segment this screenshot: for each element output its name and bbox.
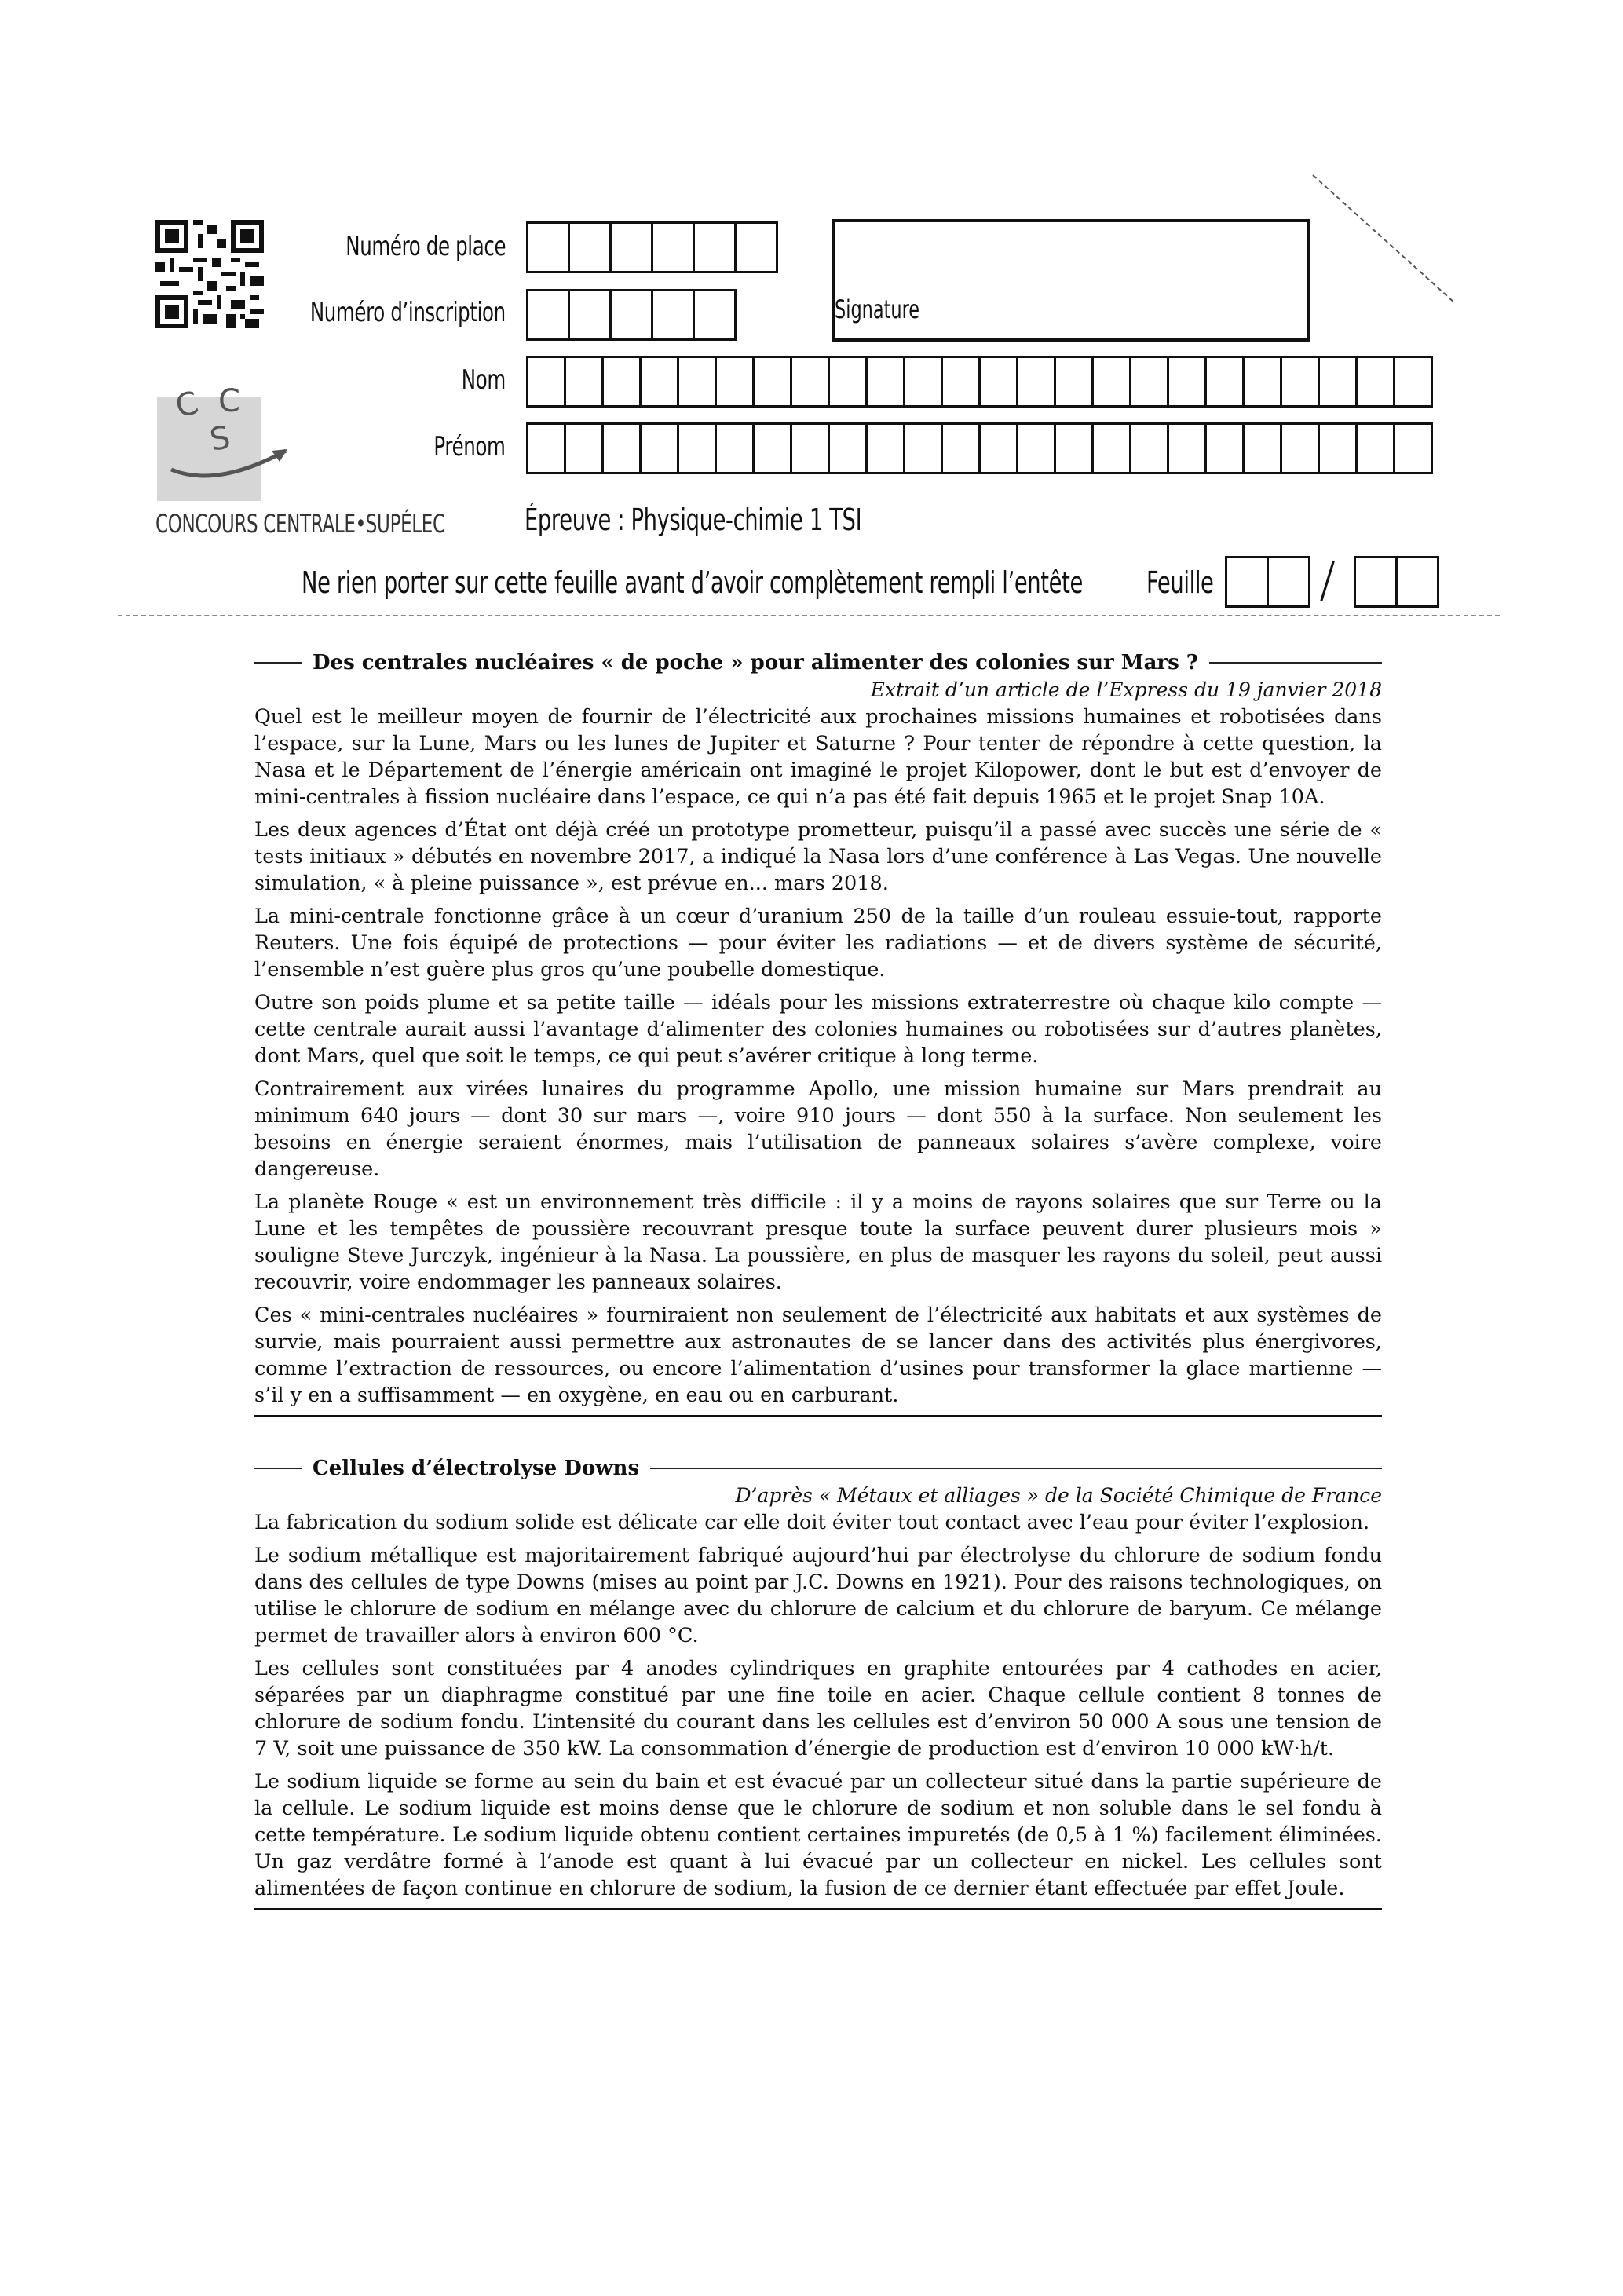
digit-box[interactable]: [651, 221, 695, 273]
letter-box[interactable]: [1054, 356, 1094, 408]
digit-box[interactable]: [526, 221, 570, 273]
letter-box[interactable]: [526, 422, 566, 474]
letter-box[interactable]: [828, 422, 868, 474]
letter-box[interactable]: [1355, 356, 1395, 408]
letter-box[interactable]: [1280, 422, 1320, 474]
article-end-rule: [254, 1908, 1382, 1910]
letter-box[interactable]: [677, 356, 717, 408]
nom-input[interactable]: [526, 356, 1431, 408]
letter-box[interactable]: [1242, 356, 1282, 408]
letter-box[interactable]: [1393, 356, 1433, 408]
article-title-text: Des centrales nucléaires « de poche » pour alimenter des colonies sur Mars ?: [313, 651, 1199, 675]
letter-box[interactable]: [790, 422, 830, 474]
letter-box[interactable]: [601, 422, 642, 474]
digit-box[interactable]: [526, 289, 570, 341]
letter-box[interactable]: [1167, 422, 1207, 474]
qr-code-icon: [155, 220, 264, 328]
letter-box[interactable]: [1318, 422, 1358, 474]
letter-box[interactable]: [715, 356, 755, 408]
letter-box[interactable]: [1393, 422, 1433, 474]
letter-box[interactable]: [790, 356, 830, 408]
digit-box[interactable]: [734, 221, 778, 273]
letter-box[interactable]: [715, 422, 755, 474]
prenom-input[interactable]: [526, 422, 1431, 474]
digit-box[interactable]: [609, 221, 653, 273]
signature-label: Signature: [835, 294, 920, 324]
logo-letter-c2: C: [218, 383, 240, 419]
article-downs: [254, 1454, 1382, 1910]
nom-label: Nom: [461, 364, 506, 396]
article-end-rule: [254, 1415, 1382, 1417]
prenom-label: Prénom: [433, 431, 506, 462]
article-source: Extrait d’un article de l’Express du 19 janvier 2018: [870, 678, 1382, 701]
epreuve-label: Épreuve : Physique-chimie 1 TSI: [525, 503, 862, 537]
letter-box[interactable]: [1129, 422, 1169, 474]
paragraph: Outre son poids plume et sa petite taille — idéals pour les missions extraterrestre où chaque kilo compte — cette centrale aurait aussi l’avantage d’alimenter des colonies humaines ou robotisées sur d’autres planètes, dont Mars, quel que soit le temps, ce qui peut s’avérer critique à long terme.: [254, 991, 1382, 1068]
paragraph: Les cellules sont constituées par 4 anodes cylindriques en graphite entourées par 4 cathodes en acier, séparées par un diaphragme constitué par une fine toile en acier. Chaque cellule contient 8 tonnes de chlorure de sodium fondu. L’intensité du courant dans les cellules est d’environ 50 000 A sous une tension de 7 V, soit une puissance de 350 kW. La consommation d’énergie de production est d’environ 10 000 kW·h/t.: [254, 1657, 1382, 1760]
letter-box[interactable]: [752, 356, 792, 408]
letter-box[interactable]: [941, 356, 981, 408]
paragraph: La mini-centrale fonctionne grâce à un cœur d’uranium 250 de la taille d’un rouleau essuie-tout, rapporte Reuters. Une fois équipé de protections — pour éviter les radiations — et de divers système de sécurité, l’ensemble n’est guère plus gros qu’une poubelle domestique.: [254, 905, 1382, 982]
letter-box[interactable]: [865, 356, 905, 408]
letter-box[interactable]: [1204, 356, 1245, 408]
concours-label: CONCOURS CENTRALE•SUPÉLEC: [155, 509, 445, 539]
letter-box[interactable]: [677, 422, 717, 474]
corner-cut-line: [1312, 174, 1453, 302]
letter-box[interactable]: [1242, 422, 1282, 474]
letter-box[interactable]: [978, 356, 1018, 408]
letter-box[interactable]: [526, 356, 566, 408]
feuille-total-input[interactable]: [1354, 556, 1437, 608]
letter-box[interactable]: [1355, 422, 1395, 474]
letter-box[interactable]: [903, 356, 943, 408]
feuille-number-input[interactable]: [1225, 556, 1308, 608]
digit-box[interactable]: [609, 289, 653, 341]
digit-box[interactable]: [568, 289, 612, 341]
ccs-logo: [154, 369, 295, 503]
title-rule-right: [1209, 662, 1382, 664]
digit-box[interactable]: [568, 221, 612, 273]
digit-box[interactable]: [1267, 556, 1310, 608]
letter-box[interactable]: [1167, 356, 1207, 408]
title-rule-left: [254, 1468, 302, 1469]
article-title: [254, 649, 1382, 677]
numero-place-input[interactable]: [526, 221, 776, 273]
title-rule-left: [254, 662, 302, 664]
paragraph: Le sodium métallique est majoritairement fabriqué aujourd’hui par électrolyse du chlorure de sodium fondu dans des cellules de type Downs (mises au point par J.C. Downs en 1921). Pour des raisons technologiques, on utilise le chlorure de sodium en mélange avec du chlorure de calcium et du chlorure de baryum. Ce mélange permet de travailler alors à environ 600 °C.: [254, 1544, 1382, 1647]
digit-box[interactable]: [1225, 556, 1269, 608]
cut-line: [118, 615, 1500, 616]
digit-box[interactable]: [1395, 556, 1439, 608]
instruction-text: Ne rien porter sur cette feuille avant d’avoir complètement rempli l’entête: [302, 565, 1083, 600]
feuille-separator: /: [1319, 551, 1336, 609]
paragraph: Les deux agences d’État ont déjà créé un prototype prometteur, puisqu’il a passé avec succès une série de « tests initiaux » débutés en novembre 2017, a indiqué la Nasa lors d’une conférence à Las Vegas. Une nouvelle simulation, « à pleine puissance », est prévue en... mars 2018.: [254, 818, 1382, 895]
letter-box[interactable]: [639, 422, 679, 474]
digit-box[interactable]: [693, 221, 737, 273]
letter-box[interactable]: [1054, 422, 1094, 474]
article-nuclear: [254, 649, 1382, 1417]
article-title: [254, 1454, 1382, 1483]
letter-box[interactable]: [752, 422, 792, 474]
letter-box[interactable]: [1091, 422, 1131, 474]
digit-box[interactable]: [1354, 556, 1398, 608]
letter-box[interactable]: [1016, 422, 1056, 474]
letter-box[interactable]: [941, 422, 981, 474]
article-source: D’après « Métaux et alliages » de la Société Chimique de France: [735, 1484, 1382, 1507]
letter-box[interactable]: [1280, 356, 1320, 408]
paragraph: Ces « mini-centrales nucléaires » fourniraient non seulement de l’électricité aux habitats et aux systèmes de survie, mais pourraient aussi permettre aux astronautes de se lancer dans des activités plus énergivores, comme l’extraction de ressources, ou encore l’alimentation d’usines pour transformer la glace martienne — s’il y en a suffisamment — en oxygène, en eau ou en carburant.: [254, 1303, 1382, 1407]
letter-box[interactable]: [1129, 356, 1169, 408]
letter-box[interactable]: [601, 356, 642, 408]
feuille-label: Feuille: [1146, 565, 1214, 600]
letter-box[interactable]: [639, 356, 679, 408]
letter-box[interactable]: [564, 422, 604, 474]
digit-box[interactable]: [651, 289, 695, 341]
digit-box[interactable]: [693, 289, 737, 341]
letter-box[interactable]: [1091, 356, 1131, 408]
paragraph: La planète Rouge « est un environnement très difficile : il y a moins de rayons solaires que sur Terre ou la Lune et les tempêtes de poussière recouvrant presque toute la surface peuvent durer plusieurs mois » souligne Steve Jurczyk, ingénieur à la Nasa. La poussière, en plus de masquer les rayons du soleil, peut aussi recouvrir, voire endommager les panneaux solaires.: [254, 1190, 1382, 1294]
letter-box[interactable]: [978, 422, 1018, 474]
letter-box[interactable]: [903, 422, 943, 474]
logo-letter-s: S: [207, 419, 233, 459]
numero-inscription-input[interactable]: [526, 289, 734, 341]
letter-box[interactable]: [1204, 422, 1245, 474]
letter-box[interactable]: [1318, 356, 1358, 408]
title-rule-right: [650, 1468, 1382, 1469]
article-title-text: Cellules d’électrolyse Downs: [313, 1457, 640, 1480]
numero-inscription-label: Numéro d’inscription: [310, 297, 506, 328]
paragraph: La fabrication du sodium solide est délicate car elle doit éviter tout contact avec l’eau pour éviter l’explosion.: [254, 1511, 1370, 1534]
letter-box[interactable]: [1016, 356, 1056, 408]
letter-box[interactable]: [828, 356, 868, 408]
letter-box[interactable]: [865, 422, 905, 474]
numero-place-label: Numéro de place: [345, 231, 506, 262]
paragraph: Le sodium liquide se forme au sein du bain et est évacué par un collecteur situé dans la partie supérieure de la cellule. Le sodium liquide est moins dense que le chlorure de sodium et non soluble dans le sel fondu à cette température. Le sodium liquide obtenu contient certaines impuretés (de 0,5 à 1 %) facilement éliminées. Un gaz verdâtre formé à l’anode est quant à lui évacué par un collecteur en nickel. Les cellules sont alimentées de façon continue en chlorure de sodium, la fusion de ce dernier étant effectuée par effet Joule.: [254, 1770, 1382, 1900]
paragraph: Contrairement aux virées lunaires du programme Apollo, une mission humaine sur Mars prendrait au minimum 640 jours — dont 30 sur mars —, voire 910 jours — dont 550 à la surface. Non seulement les besoins en énergie seraient énormes, mais l’utilisation de panneaux solaires s’avère complexe, voire dangereuse.: [254, 1077, 1382, 1181]
letter-box[interactable]: [564, 356, 604, 408]
paragraph: Quel est le meilleur moyen de fournir de l’électricité aux prochaines missions humaines et robotisées dans l’espace, sur la Lune, Mars ou les lunes de Jupiter et Saturne ? Pour tenter de répondre à cette question, la Nasa et le Département de l’énergie américain ont imaginé le projet Kilopower, dont le but est d’envoyer de mini-centrales à fission nucléaire dans l’espace, ce qui n’a pas été fait depuis 1965 et le projet Snap 10A.: [254, 705, 1382, 809]
logo-letter-c1: C: [171, 384, 203, 426]
